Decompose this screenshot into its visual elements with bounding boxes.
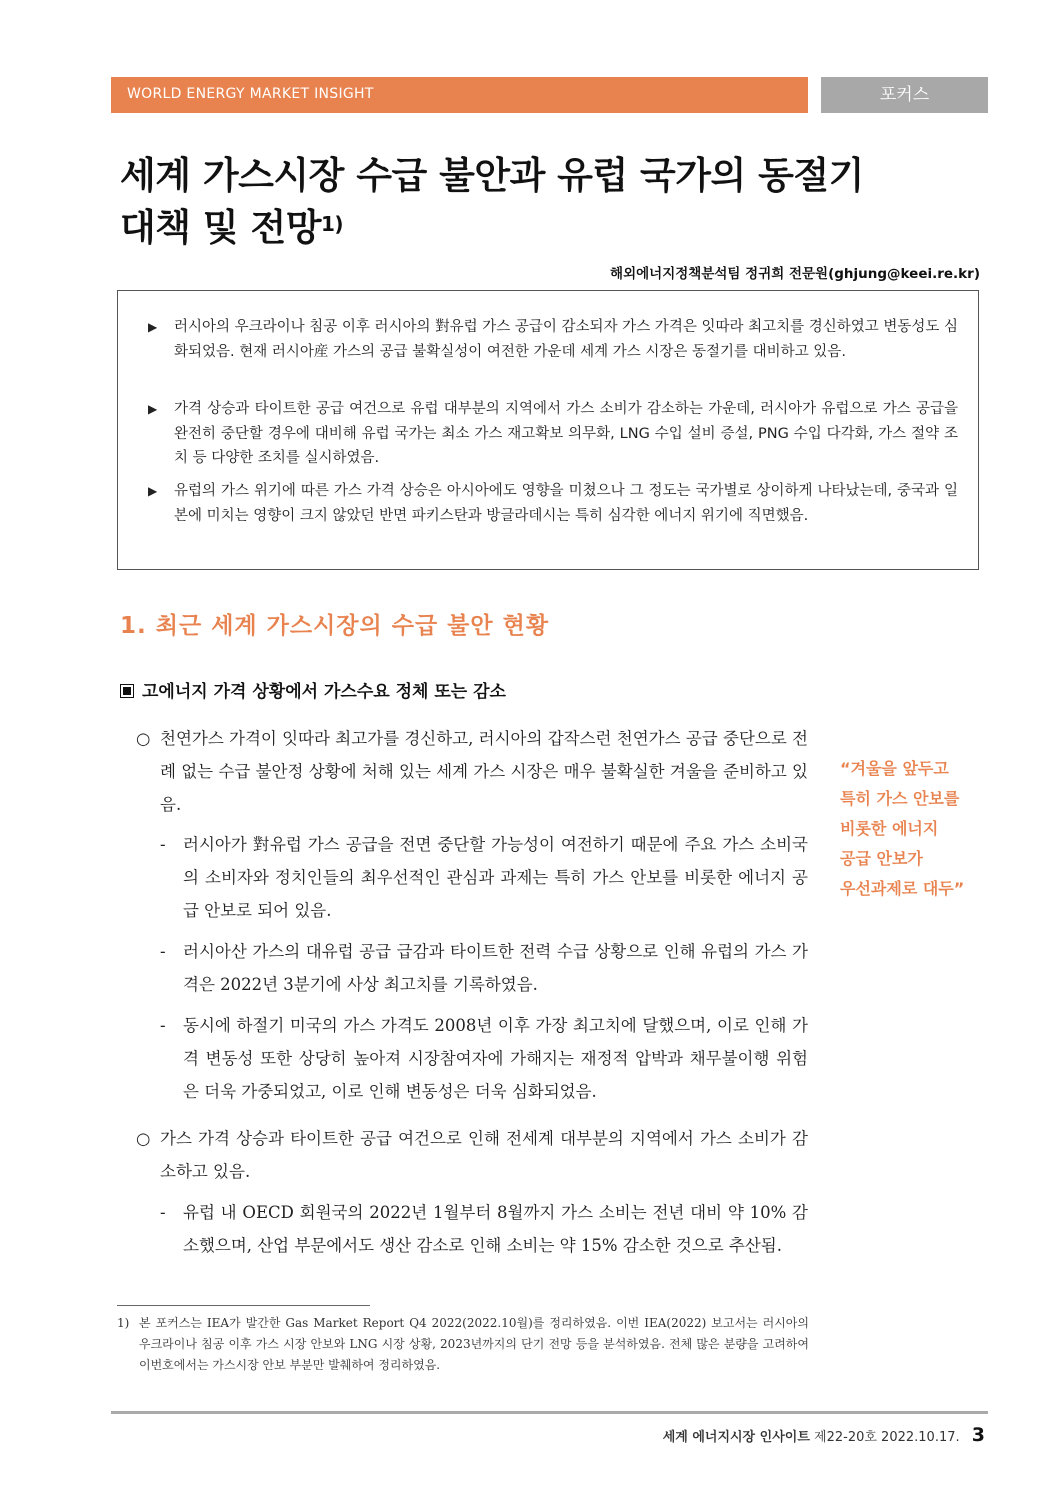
subheading-text: 고에너지 가격 상황에서 가스수요 정체 또는 감소 [142,682,506,702]
pull-quote-line: 우선과제로 대두” [840,879,965,898]
square-bullet-icon [120,684,134,698]
footnote-text: 본 포커스는 IEA가 발간한 Gas Market Report Q4 2022(2022.10월)를 정리하였음. 이번 IEA(2022) 보고서는 러시아의 우크라이나 침공 이후 가스 시장 안보와 LNG 시장 상황, 2023년까지의 단기 전망 등을 분석하였음. 전체 많은 분량을 고려하여 이번호에서는 가스시장 안보 부분만 발췌하여 정리하였음. [139,1316,809,1372]
footer-publication: 세계 에너지시장 인사이트 [662,1430,810,1445]
summary-text: 가격 상승과 타이트한 공급 여건으로 유럽 대부분의 지역에서 가스 소비가 감소하는 가운데, 러시아가 유럽으로 가스 공급을 완전히 중단할 경우에 대비해 유럽 국가는 최소 가스 재고확보 의무화, LNG 수입 설비 증설, PNG 수입 다각화, 가스 절약 조치 등 다양한 조치를 실시하였음. [174,401,958,466]
body-sub-paragraph [160,828,808,927]
body-paragraph [136,722,808,821]
header-left-label: WORLD ENERGY MARKET INSIGHT [127,86,374,102]
subheading [120,677,506,702]
paragraph-text: 천연가스 가격이 잇따라 최고가를 경신하고, 러시아의 갑작스런 천연가스 공급 중단으로 전례 없는 수급 불안정 상황에 처해 있는 세계 가스 시장은 매우 불확실한 겨울을 준비하고 있음. [160,729,808,814]
title-footnote-mark: 1) [320,212,344,236]
footer-issue: 제22-20호 2022.10.17. [814,1430,960,1445]
body-sub-paragraph [160,1196,808,1262]
pull-quote-line: 비롯한 에너지 [840,819,939,838]
paragraph-text: 가스 가격 상승과 타이트한 공급 여건으로 인해 전세계 대부분의 지역에서 가스 소비가 감소하고 있음. [160,1129,808,1181]
triangle-bullet-icon: ▶ [148,484,158,498]
page-footer [663,1424,985,1446]
paragraph-text: 유럽 내 OECD 회원국의 2022년 1월부터 8월까지 가스 소비는 전년 대비 약 10% 감소했으며, 산업 부문에서도 생산 감소로 인해 소비는 약 15% 감소한 것으로 추산됨. [183,1203,808,1255]
summary-item [142,315,958,364]
dash-bullet: - [160,942,166,961]
pull-quote-line: 특히 가스 안보를 [840,789,960,808]
circle-bullet-icon: ○ [136,1129,151,1148]
dash-bullet: - [160,1016,166,1035]
title-line-2: 대책 및 전망 [120,206,321,249]
summary-text: 유럽의 가스 위기에 따른 가스 가격 상승은 아시아에도 영향을 미쳤으나 그 정도는 국가별로 상이하게 나타났는데, 중국과 일본에 미치는 영향이 크지 않았던 반면 파키스탄과 방글라데시는 특히 심각한 에너지 위기에 직면했음. [174,483,958,524]
body-sub-paragraph [160,935,808,1001]
body-paragraph [136,1122,808,1188]
triangle-bullet-icon: ▶ [148,402,158,416]
section-title: 1. 최근 세계 가스시장의 수급 불안 현황 [120,613,550,639]
pull-quote-line: “겨울을 앞두고 [840,759,949,778]
footnote [117,1313,809,1376]
triangle-bullet-icon: ▶ [148,320,158,334]
summary-item [142,397,958,471]
summary-text: 러시아의 우크라이나 침공 이후 러시아의 對유럽 가스 공급이 감소되자 가스 가격은 잇따라 최고치를 경신하였고 변동성도 심화되었음. 현재 러시아産 가스의 공급 불확실성이 여전한 가운데 세계 가스 시장은 동절기를 대비하고 있음. [174,319,958,360]
summary-box [117,290,979,570]
body-sub-paragraph [160,1009,808,1108]
page-number: 3 [971,1424,985,1446]
paragraph-text: 러시아산 가스의 대유럽 공급 급감과 타이트한 전력 수급 상황으로 인해 유럽의 가스 가격은 2022년 3분기에 사상 최고치를 기록하였음. [183,942,808,994]
header-bar [111,77,808,113]
paragraph-text: 동시에 하절기 미국의 가스 가격도 2008년 이후 가장 최고치에 달했으며, 이로 인해 가격 변동성 또한 상당히 높아져 시장참여자에 가해지는 재정적 압박과 채무불이행 위험은 더욱 가중되었고, 이로 인해 변동성은 더욱 심화되었음. [183,1016,808,1101]
page-title [120,150,980,254]
circle-bullet-icon: ○ [136,729,151,748]
pull-quote [840,754,990,904]
pull-quote-line: 공급 안보가 [840,849,923,868]
summary-item [142,479,958,528]
footer-divider [111,1411,988,1414]
dash-bullet: - [160,835,166,854]
header-right-label: 포커스 [879,85,930,105]
footnote-divider [117,1305,370,1306]
paragraph-text: 러시아가 對유럽 가스 공급을 전면 중단할 가능성이 여전하기 때문에 주요 가스 소비국의 소비자와 정치인들의 최우선적인 관심과 과제는 특히 가스 안보를 비롯한 에너지 공급 안보로 되어 있음. [183,835,808,920]
footnote-number: 1) [117,1316,130,1330]
header-section-tag [821,77,988,113]
author-line: 해외에너지정책분석팀 정귀희 전문원(ghjung@keei.re.kr) [610,266,980,282]
title-line-1: 세계 가스시장 수급 불안과 유럽 국가의 동절기 [120,154,864,197]
dash-bullet: - [160,1203,166,1222]
